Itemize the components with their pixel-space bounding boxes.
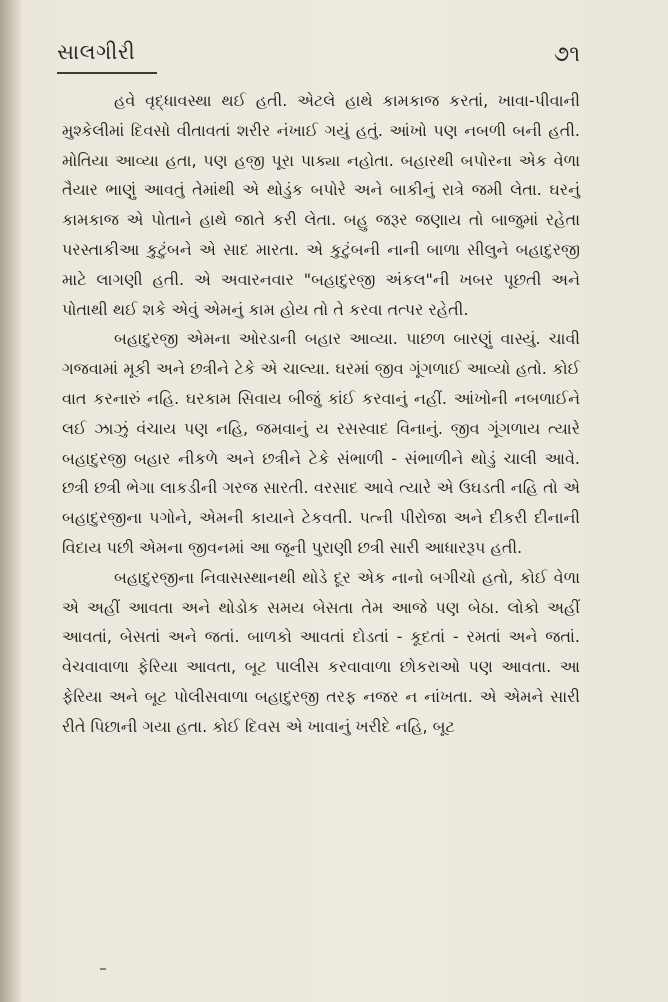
page-number: ૭૧ (553, 42, 580, 67)
page-body (62, 86, 580, 742)
running-header-title: સાલગીરી (57, 40, 136, 64)
paragraph-2: બહાદુરજી એમના ઓરડાની બહાર આવ્યા. પાછળ બારણું વાસ્યું. ચાવી ગજવામાં મૂકી અને છત્રીને ટેકે એ ચાલ્યા. ઘરમાં જીવ ગૂંગળાઈ આવ્યો હતો. કોઈ વાત કરનારું નહિ. ઘરકામ સિવાય બીજું કાંઈ કરવાનું નહીં. આંખોની નબળાઈને લઈ ઝાઝું વંચાય પણ નહિ, જમવાનું ય રસસ્વાદ વિનાનું. જીવ ગૂંગળાય ત્યારે બહાદુરજી બહાર નીકળે અને છત્રીને ટેકે સંભાળી - સંભાળીને થોડું ચાલી આવે. છત્રી છત્રી ભેગા લાકડીની ગરજ સારતી. વરસાદ આવે ત્યારે એ ઉઘડતી નહિ તો એ બહાદુરજીના પગોને, એમની કાયાને ટેકવતી. પત્ની પીરોજા અને દીકરી દીનાની વિદાય પછી એમના જીવનમાં આ જૂની પુરાણી છત્રી સારી આધારરૂપ હતી. (62, 329, 580, 557)
spine-shadow (0, 0, 22, 1002)
paragraph-3: બહાદુરજીના નિવાસસ્થાનથી થોડે દૂર એક નાનો બગીચો હતો, કોઈ વેળા એ અહીં આવતા અને થોડોક સમય બેસતા તેમ આજે પણ બેઠા. લોકો અહીં આવતાં, બેસતાં અને જતાં. બાળકો આવતાં દોડતાં - કૂદતાં - રમતાં અને જતાં. વેચવાવાળા ફેરિયા આવતા, બૂટ પાલીસ કરવાવાળા છોકરાઓ પણ આવતા. આ ફેરિયા અને બૂટ પોલીસવાળા બહાદુરજી તરફ નજર ન નાંખતા. એ એમને સારી રીતે પિછાની ગયા હતા. કોઈ દિવસ એ ખાવાનું ખરીદે નહિ, બૂટ (62, 567, 580, 736)
paragraph-1: હવે વૃદ્ધાવસ્થા થઈ હતી. એટલે હાથે કામકાજ કરતાં, ખાવા-પીવાની મુશ્કેલીમાં દિવસો વીતાવતાં શરીર નંખાઈ ગયું હતું. આંખો પણ નબળી બની હતી. મોતિયા આવ્યા હતા, પણ હજી પૂરા પાક્યા નહોતા. બહારથી બપોરના એક વેળા તૈયાર ભાણું આવતું તેમાંથી એ થોડુંક બપોરે અને બાકીનું રાત્રે જમી લેતા. ઘરનું કામકાજ એ પોતાને હાથે જાતે કરી લેતા. બહુ જરૂર જણાય તો બાજુમાં રહેતા પરસ્તાકીઆ કુટુંબને એ સાદ મારતા. એ કુટુંબની નાની બાળા સીલુને બહાદુરજી માટે લાગણી હતી. એ અવારનવાર "બહાદુરજી અંકલ"ની ખબર પૂછતી અને પોતાથી થઈ શકે એવું એમનું કામ હોય તો તે કરવા તત્પર રહેતી. (62, 91, 580, 319)
print-mark (100, 968, 106, 970)
header-underline (57, 72, 157, 74)
